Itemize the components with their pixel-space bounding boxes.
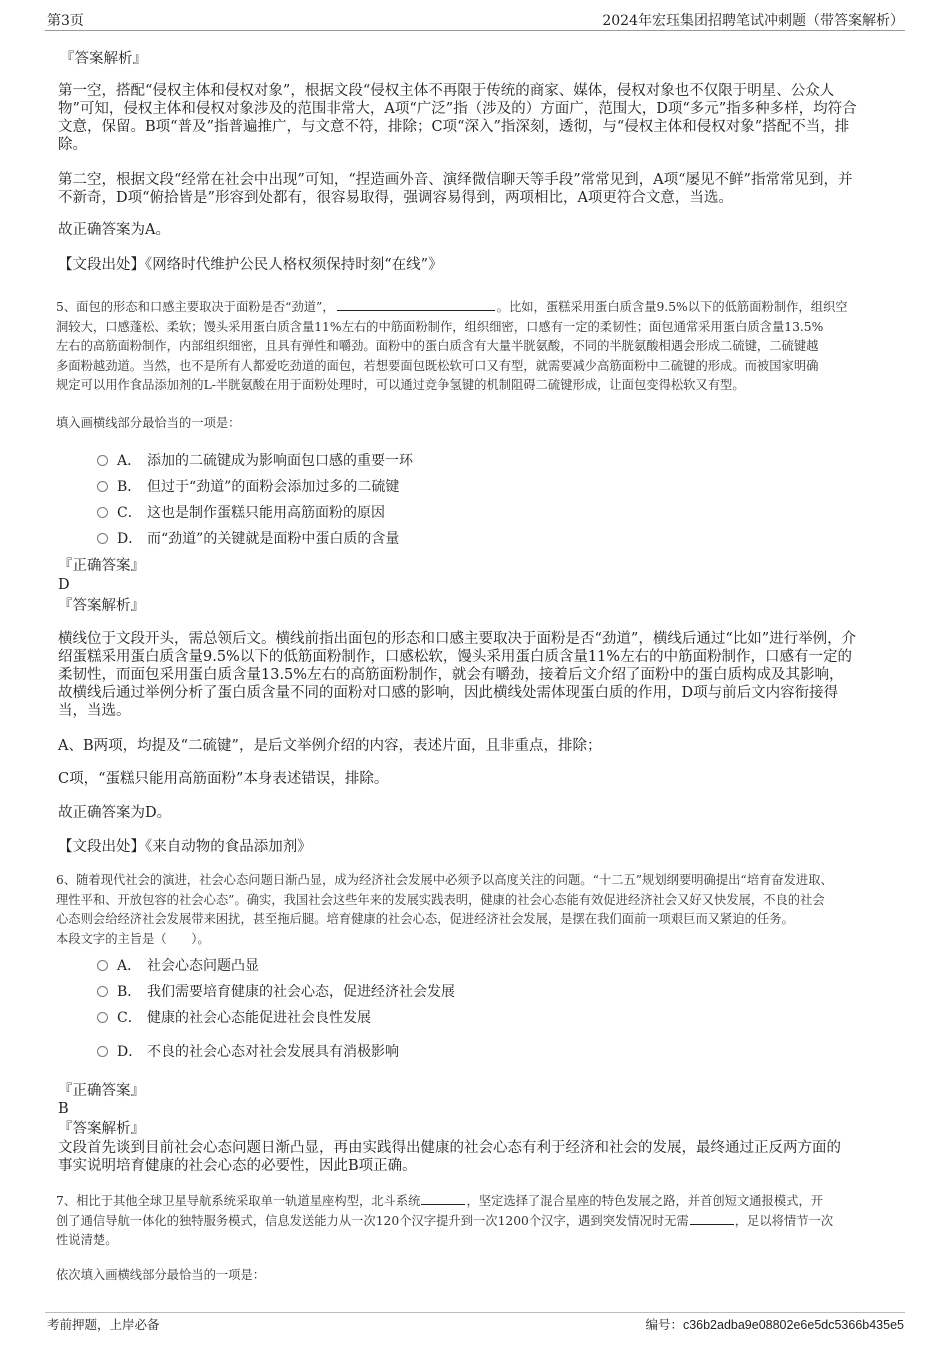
- q7-prompt: 依次填入画横线部分最恰当的一项是：: [56, 1268, 266, 1282]
- q4-analysis-p1: [58, 82, 857, 154]
- q6-answer: B: [58, 1101, 69, 1117]
- q5-conclusion: 故正确答案为D。: [58, 805, 172, 821]
- radio-button[interactable]: [97, 986, 108, 997]
- q5-option-a[interactable]: A． 添加的二硫键成为影响面包口感的重要一环: [97, 450, 413, 472]
- text-line: 文意，保留。B项“普及”指普遍推广，与文意不符，排除；C项“深入”指深刻，透彻，与“侵权主体和侵权对象”搭配不当，排: [58, 119, 850, 135]
- q5-stem-start: 5、面包的形态和口感主要取决于面粉是否“劲道”，: [56, 300, 335, 314]
- text-line: 7、相比于其他全球卫星导航系统采取单一轨道星座构型，北斗系统 ，坚定选择了混合星座的特色发展之路，并首创短文通报模式，开: [56, 1194, 824, 1208]
- text-line: 事实说明培育健康的社会心态的必要性，因此B项正确。: [58, 1158, 417, 1174]
- text-line: 左右的高筋面粉制作，内部组织细密，且具有弹性和嚼劲。面粉中的蛋白质含有大量半胱氨酸，不同的半胱氨酸相遇会形成二硫键，二硫键越: [56, 339, 819, 353]
- radio-button[interactable]: [97, 507, 108, 518]
- text-line: 多面粉越劲道。当然，也不是所有人都爱吃劲道的面包，若想要面包既松软可口又有型，就需要减少高筋面粉中二硫键的形成。而被国家明确: [56, 358, 819, 373]
- radio-button[interactable]: [97, 1012, 108, 1023]
- text-line: 绍蛋糕采用蛋白质含量9.5%以下的低筋面粉制作，口感松软，馒头采用蛋白质含量11%左右的中筋面粉制作，口感有一定的: [58, 649, 853, 665]
- text-line: 心态则会给经济社会发展带来困扰，甚至拖后腿。培育健康的社会心态，促进经济社会发展，是摆在我们面前一项艰巨而又紧迫的任务。: [56, 912, 794, 926]
- radio-button[interactable]: [97, 960, 108, 971]
- text-line: 横线位于文段开头，需总领后文。横线前指出面包的形态和口感主要取决于面粉是否“劲道”，横线后通过“比如”进行举例，介: [58, 631, 857, 647]
- q6-option-a[interactable]: A． 社会心态问题凸显: [97, 955, 259, 977]
- page-number: 第3页: [47, 13, 84, 29]
- q4-analysis-label: 『答案解析』: [60, 51, 147, 67]
- radio-button[interactable]: [97, 481, 108, 492]
- q5-source: 【文段出处】《来自动物的食品添加剂》: [58, 839, 312, 855]
- q5-stem-rest: 。比如，蛋糕采用蛋白质含量9.5%以下的低筋面粉制作，组织空: [496, 300, 848, 314]
- q5-analysis-label: 『答案解析』: [58, 598, 145, 614]
- q6-option-c[interactable]: C． 健康的社会心态能促进社会良性发展: [97, 1007, 371, 1029]
- footer-slogan: 考前押题，上岸必备: [47, 1317, 160, 1332]
- text-line: 故横线后通过举例分析了蛋白质含量不同的面粉对口感的影响，因此横线处需体现蛋白质的作用，D项与前后文内容衔接得: [58, 685, 839, 701]
- text-line: 第一空，搭配“侵权主体和侵权对象”，根据文段“侵权主体不再限于传统的商家、媒体，侵权对象也不仅限于明星、公众人: [58, 83, 835, 99]
- document-title: 2024年宏珏集团招聘笔试冲刺题（带答案解析）: [602, 13, 904, 29]
- text-line: 不新奇，D项“俯拾皆是”形容到处都有，很容易取得，强调容易得到，两项相比，A项更符合文意，当选。: [58, 190, 733, 206]
- q4-analysis-p2: [58, 171, 852, 207]
- q7-stem: [56, 1192, 906, 1251]
- q6-stem: [56, 871, 906, 949]
- q5-prompt: 填入画横线部分最恰当的一项是：: [56, 416, 241, 430]
- fill-blank: [421, 1192, 465, 1205]
- radio-button[interactable]: [97, 533, 108, 544]
- text-line: 创了通信导航一体化的独特服务模式，信息发送能力从一次120个汉字提升到一次1200个汉字，遇到突发情况时无需 ，足以将情节一次: [56, 1213, 834, 1228]
- text-line: 本段文字的主旨是（ ）。: [56, 931, 210, 946]
- text-line: 性说清楚。: [56, 1233, 118, 1247]
- text-line: [56, 298, 906, 318]
- fill-blank: [337, 298, 495, 311]
- q5-analysis-p3: C项，“蛋糕只能用高筋面粉”本身表述错误，排除。: [58, 771, 389, 787]
- q6-analysis: [58, 1139, 841, 1175]
- text-line: 洞较大，口感蓬松、柔软；馒头采用蛋白质含量11%左右的中筋面粉制作，组织细密，口感有一定的柔韧性；面包通常采用蛋白质含量13.5%: [56, 319, 824, 334]
- q5-analysis-p1: [58, 630, 856, 720]
- q6-analysis-label: 『答案解析』: [58, 1121, 145, 1137]
- fill-blank: [690, 1212, 734, 1225]
- text-line: 文段首先谈到目前社会心态问题日渐凸显，再由实践得出健康的社会心态有利于经济和社会的发展，最终通过正反两方面的: [58, 1140, 841, 1156]
- q5-option-b[interactable]: B． 但过于“劲道”的面粉会添加过多的二硫键: [97, 476, 399, 498]
- q6-answer-label: 『正确答案』: [58, 1083, 145, 1099]
- radio-button[interactable]: [97, 455, 108, 466]
- q4-source: 【文段出处】《网络时代维护公民人格权须保持时刻“在线”》: [58, 257, 443, 273]
- footer-rule: [45, 1312, 905, 1313]
- q6-option-d[interactable]: D． 不良的社会心态对社会发展具有消极影响: [97, 1041, 399, 1063]
- text-line: 理性平和、开放包容的社会心态”。确实，我国社会这些年来的发展实践表明，健康的社会心态能有效促进经济社会又好又快发展，不良的社会: [56, 892, 825, 907]
- header-rule: [45, 30, 905, 31]
- text-line: 物”可知，侵权主体和侵权对象涉及的范围非常大，A项“广泛”指（涉及的）方面广，范围大，D项“多元”指多种多样，均符合: [58, 101, 857, 117]
- q5-option-d[interactable]: D． 而“劲道”的关键就是面粉中蛋白质的含量: [97, 528, 399, 550]
- text-line: 当，当选。: [58, 703, 131, 719]
- q5-option-c[interactable]: C． 这也是制作蛋糕只能用高筋面粉的原因: [97, 502, 385, 524]
- text-line: 6、随着现代社会的演进，社会心态问题日渐凸显，成为经济社会发展中必须予以高度关注的问题。“十二五”规划纲要明确提出“培育奋发进取、: [56, 873, 833, 887]
- text-line: 柔韧性，而面包采用蛋白质含量13.5%左右的高筋面粉制作，就会有嚼劲，接着后文介绍了面粉中的蛋白质构成及其影响，: [58, 667, 844, 683]
- text-line: 规定可以用作食品添加剂的L-半胱氨酸在用于面粉处理时，可以通过竞争氢键的机制阻碍二硫键形成，让面包变得松软又有型。: [56, 378, 745, 392]
- text-line: 除。: [58, 137, 87, 153]
- q4-conclusion: 故正确答案为A。: [58, 222, 170, 238]
- text-line: 第二空，根据文段“经常在社会中出现”可知，“捏造画外音、演绎微信聊天等手段”常常见到，A项“屡见不鲜”指常常见到，并: [58, 172, 853, 188]
- q5-answer-label: 『正确答案』: [58, 558, 145, 574]
- q5-answer: D: [58, 577, 70, 593]
- q6-option-b[interactable]: B． 我们需要培育健康的社会心态，促进经济社会发展: [97, 981, 455, 1003]
- q5-analysis-p2: A、B两项，均提及“二硫键”，是后文举例介绍的内容，表述片面，且非重点，排除；: [58, 738, 602, 754]
- q5-stem: [56, 298, 906, 396]
- document-id: 编号：c36b2adba9e08802e6e5dc5366b435e5: [645, 1318, 904, 1332]
- radio-button[interactable]: [97, 1046, 108, 1057]
